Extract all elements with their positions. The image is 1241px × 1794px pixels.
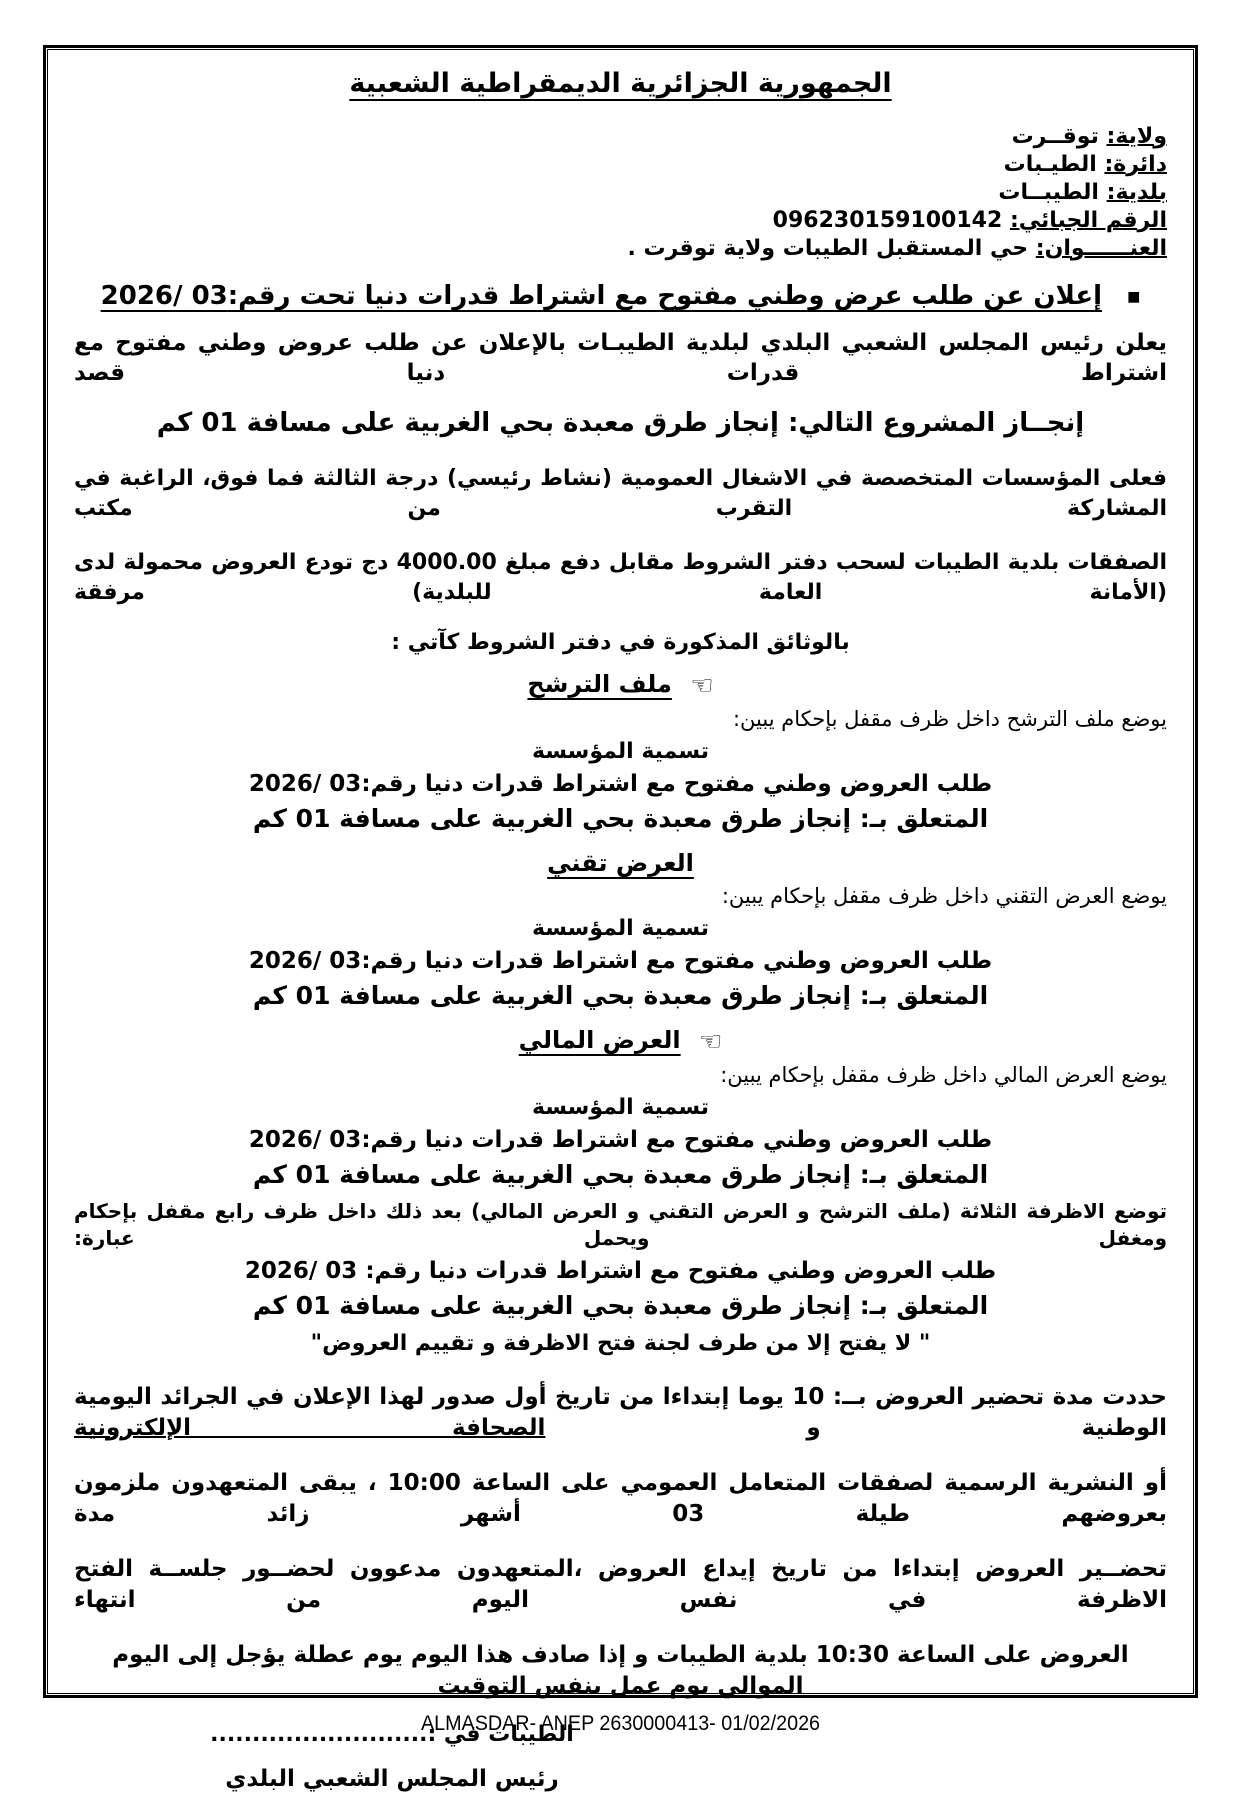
tax-number-line (74, 207, 1167, 235)
request-text: طلب العروض وطني مفتوح مع اشتراط قدرات دنيا رقم: (361, 947, 993, 974)
deadline-line-2: أو النشرية الرسمية لصفقات المتعامل العمومي على الساعة 10:00 ، يبقى المتعهدون ملزمون بعروضهم طيلة 03 أشهر زائد مدة (74, 1469, 1167, 1527)
address-label: العنــــــوان: (1035, 236, 1167, 261)
daira-value: الطيـبات (1003, 152, 1097, 177)
notice-intro-line: يعلن رئيس المجلس الشعبي البلدي لبلدية الطيبـات بالإعلان عن طلب عروض وطني مفتوح مع اشتراط قدرات دنيا قصد (74, 329, 1167, 386)
project-title-line: إنجــاز المشروع التالي: إنجاز طرق معبدة بحي الغربية على مسافة 01 كم (156, 407, 1085, 438)
administrative-header (74, 123, 1167, 263)
section-technical-heading (74, 848, 1167, 878)
subject-line: المتعلق بـ: إنجاز طرق معبدة بحي الغربية على مسافة 01 كم (252, 803, 989, 833)
request-text: طلب العروض وطني مفتوح مع اشتراط قدرات دنيا رقم: (357, 1257, 997, 1284)
deadline-line-3: تحضــير العروض إبتداءا من تاريخ إيداع العروض ،المتعهدون مدعوون لحضــور جلســة الفتح الاظرفة في نفس اليوم من انتهاء (74, 1555, 1167, 1613)
section-candidacy-heading-text: ملف الترشح (527, 669, 672, 698)
deadline-line-1 (74, 1382, 1167, 1444)
request-text: طلب العروض وطني مفتوح مع اشتراط قدرات دنيا رقم: (361, 1126, 993, 1153)
place-date-line: الطيبات في :.......................... (210, 1721, 574, 1747)
section-technical-intro: يوضع العرض التقني داخل ظرف مقفل بإحكام يبين: (721, 883, 1167, 908)
daira-label: دائرة: (1104, 152, 1167, 177)
document-title-text: الجمهورية الجزائرية الديمقراطية الشعبية (349, 68, 892, 99)
notice-heading-text: إعلان عن طلب عرض وطني مفتوح مع اشتراط قدرات دنيا تحت رقم: (227, 281, 1103, 311)
document-title (74, 50, 1167, 99)
notice-heading-number: 2026/ 03 (100, 281, 228, 311)
request-number: 2026/ 03 (248, 1126, 362, 1153)
section-financial-intro: يوضع العرض المالي داخل ظرف مقفل بإحكام يبين: (720, 1062, 1167, 1087)
address-value: حي المستقبل الطيبات ولاية توقرت . (627, 236, 1029, 261)
request-number-line (74, 1126, 1167, 1155)
anep-footer-line: ALMASDAR- ANEP 2630000413- 01/02/2026 (420, 1712, 821, 1735)
org-name-line: تسمية المؤسسة (531, 738, 710, 764)
request-text: طلب العروض وطني مفتوح مع اشتراط قدرات دنيا رقم: (361, 770, 993, 797)
commune-line (74, 179, 1167, 207)
deadline-line-4: العروض على الساعة 10:30 بلدية الطيبات و إذا صادف هذا اليوم يوم عطلة يؤجل إلى اليوم الموالي يوم عمل بنفس التوقيت (112, 1641, 1129, 1699)
request-number-line (74, 1257, 1167, 1286)
request-number-line (74, 947, 1167, 976)
commune-label: بلدية: (1106, 180, 1167, 205)
subject-line: المتعلق بـ: إنجاز طرق معبدة بحي الغربية على مسافة 01 كم (252, 1290, 989, 1320)
wilaya-label: ولاية: (1106, 124, 1167, 149)
commune-value: الطيبــات (998, 180, 1099, 205)
request-number-line (74, 770, 1167, 799)
conditions-line-2: الصفقات بلدية الطيبات لسحب دفتر الشروط مقابل دفع مبلغ 4000.00 دج تودع العروض محمولة لدى (الأمانة العامة للبلدية) مرفقة (74, 549, 1167, 605)
signatory-title-line: رئيس المجلس الشعبي البلدي (225, 1765, 559, 1792)
pointing-hand-icon: ☜ (699, 1026, 723, 1057)
org-name-line: تسمية المؤسسة (531, 1094, 710, 1120)
square-bullet-icon: ■ (1127, 288, 1141, 305)
conditions-line-1: فعلى المؤسسات المتخصصة في الاشغال العمومية (نشاط رئيسي) درجة الثالثة فما فوق، الراغبة في المشاركة التقرب من مكتب (74, 465, 1167, 521)
wilaya-line (74, 123, 1167, 151)
notice-heading-underlined (101, 281, 1102, 311)
warning-line: " لا يفتح إلا من طرف لجنة فتح الاظرفة و تقييم العروض" (310, 1330, 931, 1356)
pointing-hand-icon: ☜ (690, 670, 714, 701)
request-number: 2026/ 03 (248, 770, 362, 797)
subject-line: المتعلق بـ: إنجاز طرق معبدة بحي الغربية على مسافة 01 كم (252, 1159, 989, 1189)
org-name-line: تسمية المؤسسة (531, 915, 710, 941)
daira-line (74, 151, 1167, 179)
fourth-envelope-line: توضع الاظرفة الثلاثة (ملف الترشح و العرض التقني و العرض المالي) بعد ذلك داخل ظرف رابع مقفل بإحكام ومغفل ويحمل عبارة: (74, 1198, 1167, 1250)
request-number: 2026/ 03 (244, 1257, 358, 1284)
request-number: 2026/ 03 (248, 947, 362, 974)
notice-heading (74, 279, 1167, 314)
section-financial-heading-text: العرض المالي (518, 1025, 681, 1054)
section-financial-heading (74, 1025, 1167, 1057)
section-candidacy-heading (74, 669, 1167, 701)
tax-number-label: الرقم الجبائي: (1009, 208, 1167, 233)
tax-number-value: 096230159100142 (772, 208, 1003, 233)
wilaya-value: توقــرت (1011, 124, 1099, 149)
address-line (74, 235, 1167, 263)
conditions-line-3: بالوثائق المذكورة في دفتر الشروط كآتي : (391, 629, 850, 655)
section-candidacy-intro: يوضع ملف الترشح داخل ظرف مقفل بإحكام يبين: (732, 706, 1167, 731)
electronic-press-underlined: الصحافة الإلكترونية (74, 1414, 546, 1441)
deadline-line-1-text: حددت مدة تحضير العروض بــ: 10 يوما إبتداءا من تاريخ أول صدور لهذا الإعلان في الجرائد اليومية الوطنية و (74, 1383, 1167, 1441)
subject-line: المتعلق بـ: إنجاز طرق معبدة بحي الغربية على مسافة 01 كم (252, 980, 989, 1010)
section-technical-heading-text: العرض تقني (547, 848, 694, 877)
